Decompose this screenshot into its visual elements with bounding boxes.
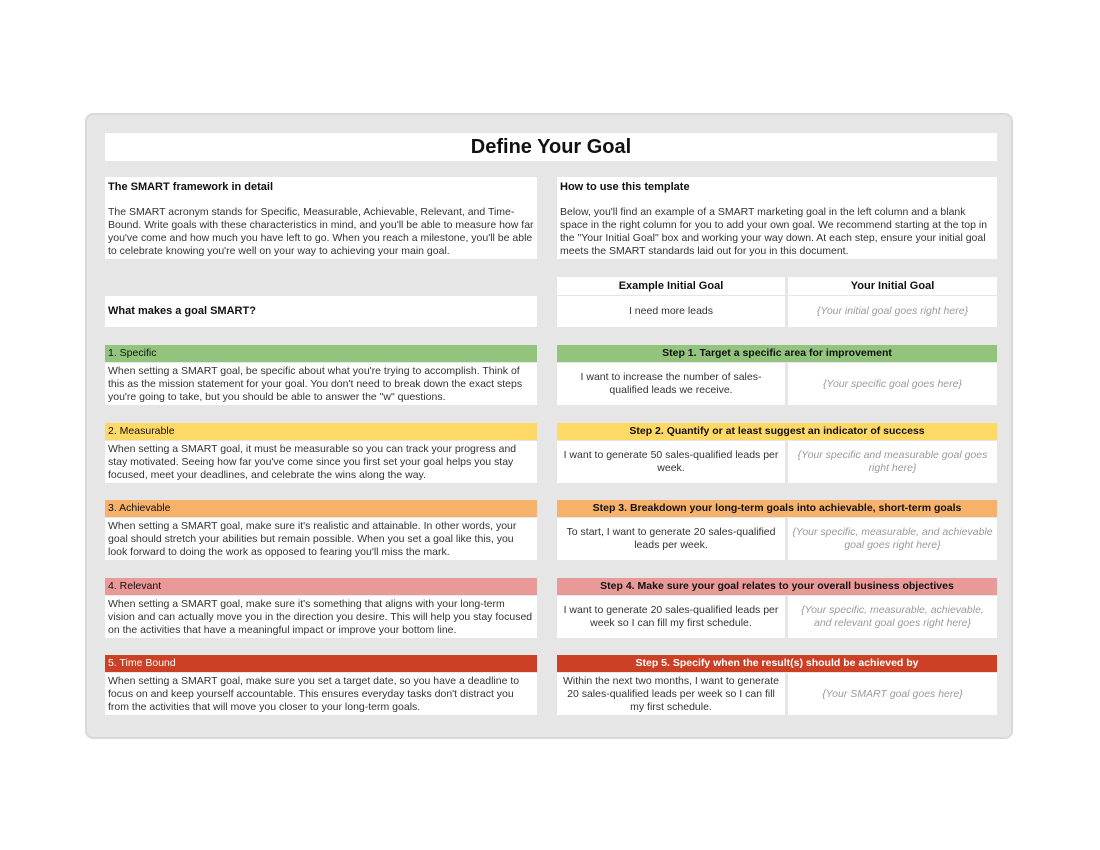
spreadsheet bbox=[87, 115, 1011, 737]
step-4-title: Step 4. Make sure your goal relates to your overall business objectives bbox=[557, 578, 997, 595]
step-3-label: 3. Achievable bbox=[105, 500, 537, 517]
step-4-your-goal-input[interactable]: {Your specific, measurable, achievable, and relevant goal goes right here} bbox=[788, 596, 997, 638]
smart-framework-heading: The SMART framework in detail bbox=[108, 181, 274, 193]
step-5-your-goal-input[interactable]: {Your SMART goal goes here} bbox=[788, 673, 997, 715]
step-3-example[interactable]: To start, I want to generate 20 sales-qualified leads per week. bbox=[557, 518, 785, 560]
step-5-description: When setting a SMART goal, make sure you set a target date, so you have a deadline to focus on and keep yourself accountable. This ensures everyday tasks don't distract you from the activities that will move you closer to your long-term goals. bbox=[105, 673, 537, 715]
smart-framework-block bbox=[105, 177, 537, 259]
step-2-example[interactable]: I want to generate 50 sales-qualified leads per week. bbox=[557, 441, 785, 483]
page-title: Define Your Goal bbox=[105, 133, 997, 161]
step-5-example[interactable]: Within the next two months, I want to generate 20 sales-qualified leads per week so I can fill my first schedule. bbox=[557, 673, 785, 715]
step-1-your-goal-input[interactable]: {Your specific goal goes here} bbox=[788, 363, 997, 405]
step-4-example[interactable]: I want to generate 20 sales-qualified leads per week so I can fill my first schedule. bbox=[557, 596, 785, 638]
step-2-label: 2. Measurable bbox=[105, 423, 537, 440]
step-3-your-goal-input[interactable]: {Your specific, measurable, and achievable goal goes right here} bbox=[788, 518, 997, 560]
step-4-description: When setting a SMART goal, make sure it's something that aligns with your long-term vision and can actually move you in the direction you desire. This will help you stay focused on the activities that have a meaningful impact or improve your bottom line. bbox=[105, 596, 537, 638]
how-to-heading: How to use this template bbox=[560, 181, 690, 193]
step-2-description: When setting a SMART goal, it must be measurable so you can track your progress and stay motivated. Seeing how far you've come since you first set your goal helps you stay focused, meet your deadlines, and celebrate the wins along the way. bbox=[105, 441, 537, 483]
step-2-title: Step 2. Quantify or at least suggest an indicator of success bbox=[557, 423, 997, 440]
step-1-title: Step 1. Target a specific area for improvement bbox=[557, 345, 997, 362]
smart-framework-text: The SMART acronym stands for Specific, Measurable, Achievable, Relevant, and Time-Bound. Write goals with these characteristics in mind, and you'll be able to measure how far you've come and how much you have left to go. When you reach a milestone, you'll be able to celebrate knowing you're well on your way to achieving your main goal. bbox=[108, 206, 534, 257]
step-1-description: When setting a SMART goal, be specific about what you're trying to accomplish. Think of this as the mission statement for your goal. You don't need to break down the exact steps you're going to take, but you should be able to answer the "w" questions. bbox=[105, 363, 537, 405]
step-4-label: 4. Relevant bbox=[105, 578, 537, 595]
column-header-example: Example Initial Goal bbox=[557, 277, 785, 295]
column-header-yours: Your Initial Goal bbox=[788, 277, 997, 295]
how-to-text: Below, you'll find an example of a SMART marketing goal in the left column and a blank space in the right column for you to add your own goal. We recommend starting at the top in the "Your Initial Goal" box and working your way down. At each step, ensure your initial goal meets the SMART standards laid out for you in this document. bbox=[560, 206, 988, 257]
step-5-label: 5. Time Bound bbox=[105, 655, 537, 672]
smart-question: What makes a goal SMART? bbox=[108, 305, 256, 317]
smart-question-cell bbox=[105, 296, 537, 327]
step-3-description: When setting a SMART goal, make sure it's realistic and attainable. In other words, your goal should stretch your abilities but remain possible. When you set a goal like this, you look forward to doing the work as opposed to fearing you'll miss the mark. bbox=[105, 518, 537, 560]
step-1-example[interactable]: I want to increase the number of sales-qualified leads we receive. bbox=[557, 363, 785, 405]
how-to-block bbox=[557, 177, 997, 259]
step-5-title: Step 5. Specify when the result(s) should be achieved by bbox=[557, 655, 997, 672]
example-initial-goal[interactable]: I need more leads bbox=[557, 296, 785, 327]
step-2-your-goal-input[interactable]: {Your specific and measurable goal goes right here} bbox=[788, 441, 997, 483]
your-initial-goal-input[interactable]: {Your initial goal goes right here} bbox=[788, 296, 997, 327]
step-1-label: 1. Specific bbox=[105, 345, 537, 362]
step-3-title: Step 3. Breakdown your long-term goals into achievable, short-term goals bbox=[557, 500, 997, 517]
